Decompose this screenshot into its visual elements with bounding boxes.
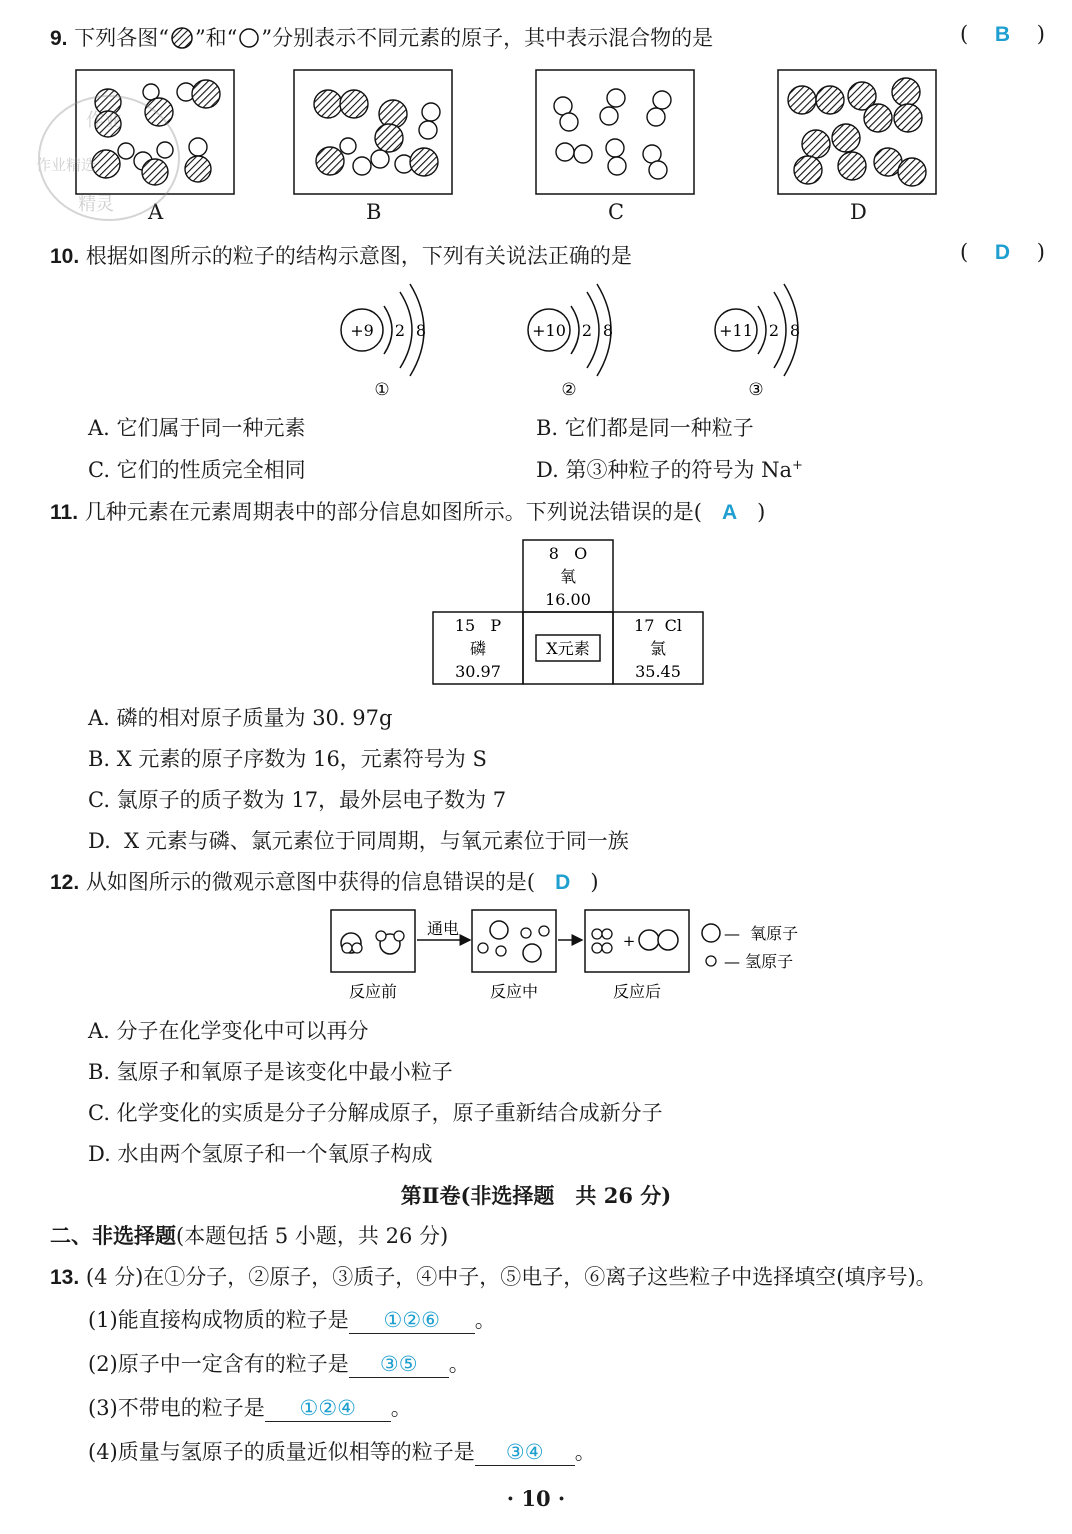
q9-label-d: D [850,200,867,224]
q10-answer: D [994,241,1011,264]
particle-3 [715,284,800,400]
particle-1 [341,284,426,400]
cell-o-name: 氧 [559,567,577,586]
q11-answer: A [721,501,738,524]
particle-1-label: ① [374,380,390,400]
cell-cl-name: 氯 [649,639,667,658]
q13-item-1-suffix: 。 [474,1308,496,1332]
q9-stem-a: 下列各图“ [67,26,169,50]
q10-option-d-sup: + [792,458,803,473]
q10-option-d [536,454,803,484]
hatched-atom-icon [169,27,195,49]
legend-hydrogen: — 氢原子 [724,952,794,971]
section-heading [50,1220,448,1250]
q11-option-b: B. X 元素的原子序数为 16，元素符号为 S [88,747,487,771]
particle-1-nucleus: +9 [350,321,374,340]
stamp-line2: 作业精选 [36,156,97,174]
q10-answer-paren: ( D ) [960,240,1045,264]
section-title: 第Ⅱ卷(非选择题 共 26 分) [400,1183,672,1208]
open-atom-icon [237,27,261,49]
q13-item-2-answer: ③⑤ [349,1351,449,1378]
q10-option-c: C. 它们的性质完全相同 [88,458,306,482]
cell-p-top: 15 P [454,616,502,635]
cell-p-name: 磷 [469,639,487,658]
cell-x-label: X元素 [546,639,590,658]
q9-figures [60,66,960,226]
q12-stem [50,866,599,896]
cell-o-mass: 16.00 [545,590,591,609]
q11-stem-text: 几种元素在元素周期表中的部分信息如图所示。下列说法错误的是( [78,500,702,524]
q13-item-3-prefix: (3)不带电的粒子是 [88,1396,265,1420]
q9-stem-b: ”和“ [194,26,238,50]
q13-item-4-suffix: 。 [574,1440,596,1464]
particle-2-shell2: 8 [602,321,614,340]
q9-stem-c: ”分别表示不同元素的原子，其中表示混合物的是 [261,26,714,50]
particle-3-shell1: 2 [768,321,780,340]
q13-item-2 [88,1348,470,1378]
q12-option-d: D. 水由两个氢原子和一个氧原子构成 [88,1142,433,1166]
particle-2-nucleus: +10 [532,321,566,340]
q13-item-3-answer: ①②④ [265,1395,391,1422]
particle-2-shell1: 2 [581,321,593,340]
cell-cl-mass: 35.45 [635,662,681,681]
page-number: · 10 · [506,1486,566,1511]
watermark-stamp [34,88,184,228]
q13-item-1 [88,1304,496,1334]
q13-item-3-suffix: 。 [390,1396,412,1420]
particle-3-nucleus: +11 [719,321,753,340]
stamp-line1: 作业 [86,110,122,131]
q10-option-a: A. 它们属于同一种元素 [88,416,306,440]
q9-answer-paren: ( B ) [960,22,1045,46]
q10-number: 10. [50,245,80,268]
q11-option-c: C. 氯原子的质子数为 17，最外层电子数为 7 [88,788,507,812]
particle-1-shell1: 2 [394,321,406,340]
q13-item-1-prefix: (1)能直接构成物质的粒子是 [88,1308,349,1332]
q11-stem [50,496,765,526]
cell-o-top: 8 O [548,544,588,563]
q10-option-b: B. 它们都是同一种粒子 [536,416,754,440]
caption-during: 反应中 [489,982,539,1001]
q9-number: 9. [50,27,68,50]
q11-number: 11. [50,501,79,524]
q9-box-c [536,70,694,194]
q12-stem-text: 从如图所示的微观示意图中获得的信息错误的是( [79,870,536,894]
q9-answer: B [994,23,1011,46]
legend-oxygen: — 氧原子 [724,924,799,943]
q9-stem [50,22,713,52]
plus-sign: + [622,932,636,950]
q13-item-4-answer: ③④ [475,1439,575,1466]
q10-option-d-text: D. 第③种粒子的符号为 Na [536,458,793,482]
q10-stem [50,240,632,270]
q12-number: 12. [50,871,80,894]
q11-option-d: D. X 元素与磷、氯元素位于同周期，与氧元素位于同一族 [88,829,629,853]
q13-item-2-prefix: (2)原子中一定含有的粒子是 [88,1352,349,1376]
q10-stem-text: 根据如图所示的粒子的结构示意图，下列有关说法正确的是 [79,244,632,268]
stamp-line3: 精灵 [78,194,114,215]
arrow-label: 通电 [426,919,460,938]
q9-label-c: C [608,200,625,224]
q12-option-b: B. 氢原子和氧原子是该变化中最小粒子 [88,1060,453,1084]
cell-cl-top: 17 Cl [634,616,682,635]
cell-p-mass: 30.97 [455,662,501,681]
caption-after: 反应后 [612,982,662,1001]
q13-number: 13. [50,1266,80,1289]
q13-item-4 [88,1436,596,1466]
q12-option-c: C. 化学变化的实质是分子分解成原子，原子重新结合成新分子 [88,1101,663,1125]
particle-2 [528,284,613,400]
q13-item-1-answer: ①②⑥ [349,1307,475,1334]
section-heading-rest: (本题包括 5 小题，共 26 分) [176,1224,449,1248]
q12-option-a: A. 分子在化学变化中可以再分 [88,1019,369,1043]
q13-stem-text: (4 分)在①分子，②原子，③质子，④中子，⑤电子，⑥离子这些粒子中选择填空(填序号)。 [79,1265,937,1289]
particle-1-shell2: 8 [415,321,427,340]
q9-label-a: A [148,200,164,224]
q10-particle-diagrams [320,280,820,405]
q12-close-paren: ) [590,870,599,894]
caption-before: 反应前 [348,982,398,1001]
q13-item-2-suffix: 。 [448,1352,470,1376]
q11-option-a: A. 磷的相对原子质量为 30. 97g [88,706,393,730]
q13-item-3 [88,1392,412,1422]
q9-label-b: B [366,200,382,224]
section-heading-bold: 二、非选择题 [50,1223,176,1248]
q12-answer: D [555,871,571,894]
q9-box-d [778,70,936,194]
q13-stem [50,1261,937,1291]
q12-reaction-diagram [326,906,826,1006]
particle-3-shell2: 8 [789,321,801,340]
q11-periodic-table [430,538,708,690]
particle-2-label: ② [561,380,577,400]
q13-item-4-prefix: (4)质量与氢原子的质量近似相等的粒子是 [88,1440,475,1464]
q9-box-b [294,70,452,194]
particle-3-label: ③ [748,380,764,400]
q11-close-paren: ) [757,500,766,524]
